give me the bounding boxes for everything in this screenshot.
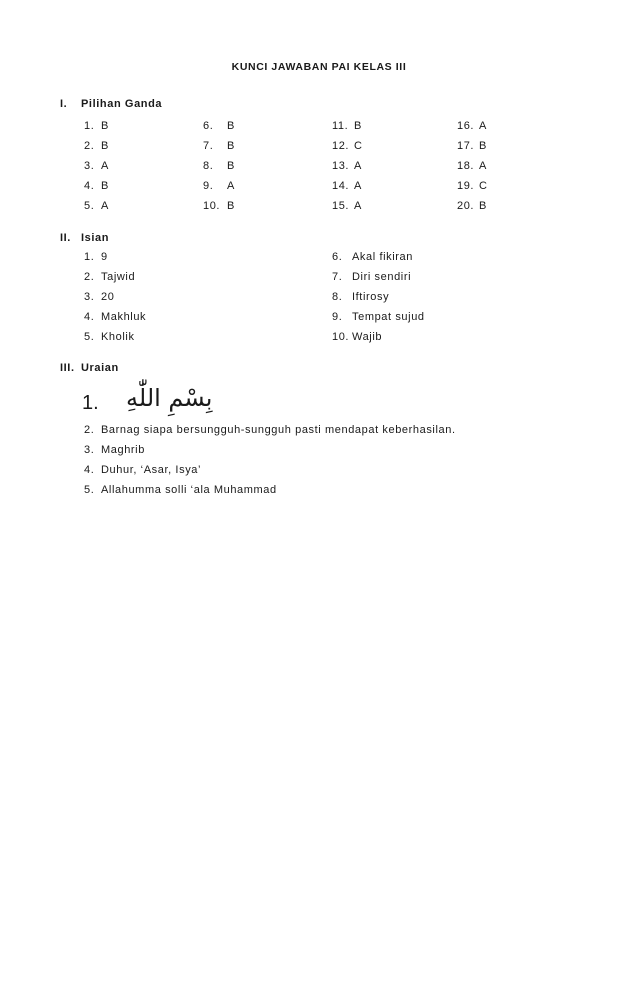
section-number-pilihan-ganda: I. (60, 98, 68, 110)
answer-item (457, 200, 487, 212)
answer-item (84, 251, 108, 263)
answer-number: 12. (332, 140, 350, 152)
answer-item (84, 140, 109, 152)
answer-item (332, 120, 362, 132)
answer-text: Kholik (101, 331, 135, 343)
section-title-uraian: Uraian (81, 362, 119, 374)
answer-item (203, 180, 235, 192)
answer-text: Makhluk (101, 311, 147, 323)
answer-item (332, 160, 362, 172)
answer-text: Iftirosy (352, 291, 390, 303)
answer-text: A (354, 180, 362, 192)
answer-number: 5. (84, 484, 95, 496)
answer-text: Wajib (352, 331, 383, 343)
answer-number: 10. (332, 331, 350, 343)
answer-item (332, 251, 413, 263)
answer-text: A (354, 200, 362, 212)
answer-number: 14. (332, 180, 350, 192)
uraian-item-1-number: 1. (82, 392, 99, 414)
answer-number: 1. (84, 120, 95, 132)
answer-text: Diri sendiri (352, 271, 412, 283)
answer-item (203, 160, 235, 172)
answer-text: C (479, 180, 488, 192)
answer-text: Akal fikiran (352, 251, 413, 263)
answer-text: B (227, 160, 235, 172)
answer-text: Tajwid (101, 271, 136, 283)
answer-item (84, 200, 109, 212)
answer-number: 3. (84, 291, 95, 303)
answer-text: Tempat sujud (352, 311, 425, 323)
section-title-pilihan-ganda: Pilihan Ganda (81, 98, 163, 110)
answer-number: 8. (203, 160, 214, 172)
answer-number: 3. (84, 444, 95, 456)
answer-item (332, 271, 411, 283)
answer-number: 16. (457, 120, 475, 132)
answer-item (84, 291, 114, 303)
answer-item (332, 331, 382, 343)
answer-text: B (101, 140, 109, 152)
answer-number: 17. (457, 140, 475, 152)
answer-text: Barnag siapa bersungguh-sungguh pasti mendapat keberhasilan. (101, 424, 456, 436)
answer-item (203, 120, 235, 132)
answer-text: B (101, 120, 109, 132)
answer-item (84, 424, 456, 436)
answer-text: A (101, 200, 109, 212)
answer-number: 4. (84, 311, 95, 323)
section-title-isian: Isian (81, 232, 110, 244)
answer-text: A (101, 160, 109, 172)
answer-text: A (479, 120, 487, 132)
answer-item (84, 464, 201, 476)
answer-text: B (101, 180, 109, 192)
answer-text: B (354, 120, 362, 132)
answer-number: 10. (203, 200, 221, 212)
answer-number: 3. (84, 160, 95, 172)
answer-item (84, 444, 145, 456)
answer-text: B (479, 140, 487, 152)
answer-number: 2. (84, 424, 95, 436)
answer-number: 8. (332, 291, 343, 303)
answer-item (84, 484, 277, 496)
answer-number: 9. (203, 180, 214, 192)
answer-item (84, 331, 135, 343)
answer-text: B (227, 200, 235, 212)
answer-text: A (227, 180, 235, 192)
answer-item (457, 140, 487, 152)
answer-item (84, 120, 109, 132)
answer-text: Maghrib (101, 444, 145, 456)
answer-number: 5. (84, 200, 95, 212)
answer-number: 20. (457, 200, 475, 212)
answer-item (332, 311, 425, 323)
answer-number: 4. (84, 180, 95, 192)
answer-number: 2. (84, 271, 95, 283)
answer-text: 9 (101, 251, 108, 263)
answer-item (332, 200, 362, 212)
answer-item (84, 271, 135, 283)
uraian-item-1 (82, 384, 213, 415)
answer-number: 6. (332, 251, 343, 263)
answer-text: B (227, 120, 235, 132)
answer-number: 2. (84, 140, 95, 152)
answer-number: 4. (84, 464, 95, 476)
answer-text: Duhur, ‘Asar, Isya’ (101, 464, 202, 476)
answer-item (203, 140, 235, 152)
answer-item (84, 160, 109, 172)
answer-text: C (354, 140, 363, 152)
answer-item (84, 311, 146, 323)
answer-text: A (354, 160, 362, 172)
section-number-isian: II. (60, 232, 71, 244)
answer-text: B (227, 140, 235, 152)
answer-number: 6. (203, 120, 214, 132)
answer-item (203, 200, 235, 212)
answer-number: 15. (332, 200, 350, 212)
answer-text: Allahumma solli ‘ala Muhammad (101, 484, 277, 496)
answer-number: 7. (332, 271, 343, 283)
answer-item (457, 160, 487, 172)
answer-number: 1. (84, 251, 95, 263)
answer-item (332, 140, 363, 152)
answer-number: 19. (457, 180, 475, 192)
answer-item (84, 180, 109, 192)
answer-item (457, 120, 487, 132)
answer-number: 13. (332, 160, 350, 172)
document-title: KUNCI JAWABAN PAI KELAS III (231, 61, 407, 73)
answer-number: 11. (332, 120, 349, 132)
answer-text: 20 (101, 291, 115, 303)
answer-text: A (479, 160, 487, 172)
answer-number: 18. (457, 160, 475, 172)
section-number-uraian: III. (60, 362, 75, 374)
answer-number: 5. (84, 331, 95, 343)
basmalah-text: بِسْمِ اللّٰهِ (126, 384, 213, 412)
answer-item (332, 291, 389, 303)
answer-item (332, 180, 362, 192)
answer-text: B (479, 200, 487, 212)
answer-number: 7. (203, 140, 214, 152)
answer-item (457, 180, 488, 192)
answer-number: 9. (332, 311, 343, 323)
